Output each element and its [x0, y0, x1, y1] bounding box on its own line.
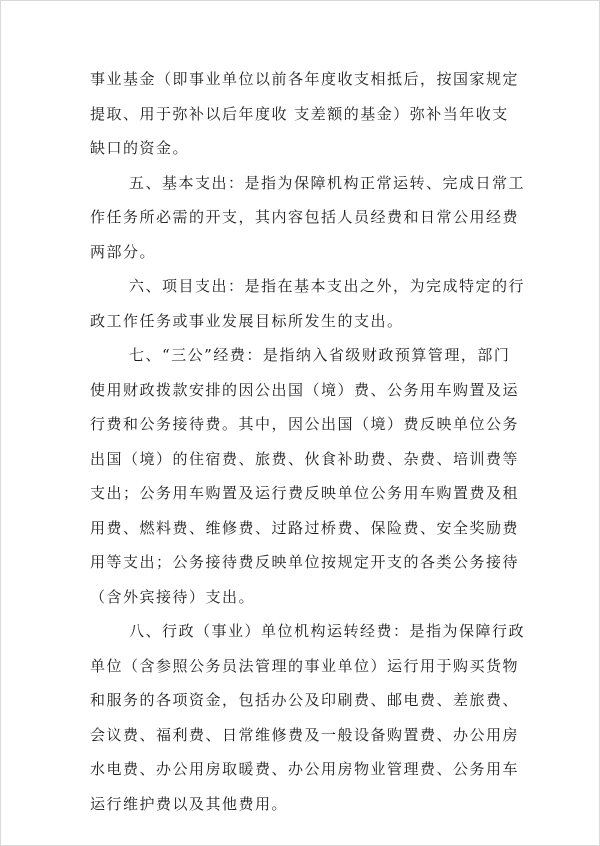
text-line: 单位（含参照公务员法管理的事业单位）运行用于购买货物: [90, 656, 520, 675]
text-line: 支出；公务用车购置及运行费反映单位公务用车购置费及租: [90, 484, 520, 502]
text-line: 政工作任务或事业发展目标所发生的支出。: [90, 311, 404, 330]
paragraph-heading-line: 八、行政（事业）单位机构运转经费：是指为保障行政: [129, 622, 526, 640]
text-line: 和服务的各项资金，包括办公及印刷费、邮电费、差旅费、: [90, 691, 520, 709]
paragraph-heading-line: 七、“三公”经费：是指纳入省级财政预算管理，部门: [129, 346, 511, 364]
paragraph-heading-line: 六、项目支出：是指在基本支出之外，为完成特定的行: [129, 277, 526, 295]
text-line: 事业基金（即事业单位以前各年度收支相抵后，按国家规定: [90, 70, 520, 88]
text-line: 作任务所必需的开支，其内容包括人员经费和日常公用经费: [90, 208, 520, 226]
text-line: 运行维护费以及其他费用。: [90, 794, 289, 813]
text-line: 提取、用于弥补以后年度收 支差额的基金）弥补当年收支: [90, 104, 509, 123]
paragraph-heading-line: 五、基本支出：是指为保障机构正常运转、完成日常工: [129, 173, 526, 192]
text-line: 缺口的资金。: [90, 139, 190, 157]
text-line: 用等支出；公务接待费反映单位按规定开支的各类公务接待: [90, 553, 520, 571]
text-line: 水电费、办公用房取暖费、办公用房物业管理费、公务用车: [90, 760, 520, 778]
text-line: 出国（境）的住宿费、旅费、伙食补助费、杂费、培训费等: [90, 449, 520, 468]
text-line: 使用财政拨款安排的因公出国（境）费、公务用车购置及运: [90, 380, 520, 399]
text-line: 行费和公务接待费。其中，因公出国（境）费反映单位公务: [90, 415, 520, 433]
text-line: 会议费、福利费、日常维修费及一般设备购置费、办公用房: [90, 725, 520, 744]
text-line: （含外宾接待）支出。: [90, 587, 256, 606]
text-line: 用费、燃料费、维修费、过路过桥费、保险费、安全奖励费: [90, 518, 520, 537]
text-line: 两部分。: [90, 242, 157, 261]
